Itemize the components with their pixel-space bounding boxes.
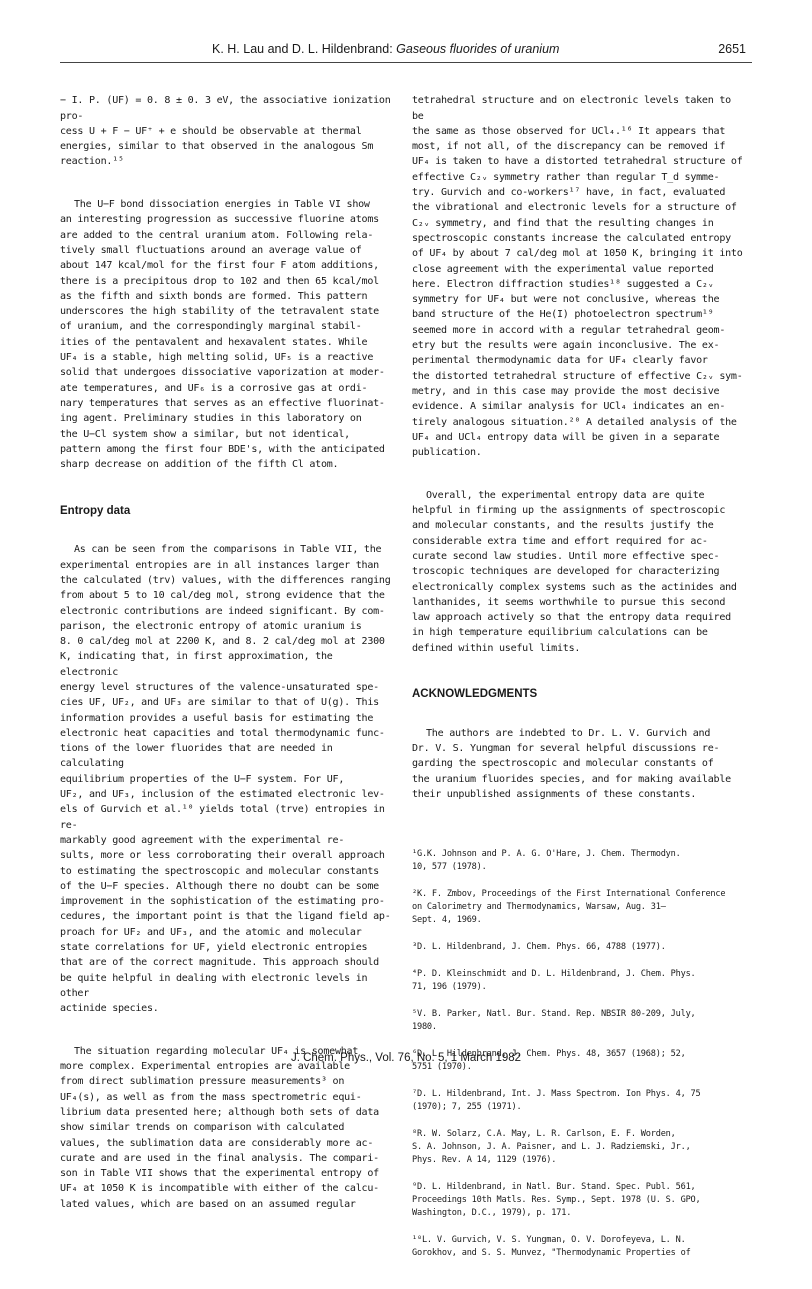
paragraph: As can be seen from the comparisons in Table VII, the experimental entropies are in all instances larger than the calculated (trv) values, with the differences ranging from about 5 to 10 cal/deg mol, strong evidence that the electronic contributions are indeed significant. By com- parison, the electronic entropy of atomic uranium is 8. 0 cal/deg mol at 2200 K, and 8. 2 cal/deg mol at 2300 K, indicating that, in first approximation, the electronic energy level structures of the valence-unsaturated spe- cies UF, UF₂, and UF₃ are similar to that of U(g). This information provides a useful basis for estimating the electronic heat capacities and total thermodynamic func- tions of the lower fluorides that are needed in calculating equilibrium properties of the U−F system. For UF, UF₂, and UF₃, inclusion of the estimated electronic lev- els of Gurvich et al.¹⁰ yields total (trve) entropies in re- markably good agreement with the experimental re- sults, more or less corroborating their overall approach to estimating the spectroscopic and molecular constants of the U−F species. Although there no doubt can be some improvement in the sophistication of the estimating pro- cedures, the important point is that the ligand field ap- proach for UF₂ and UF₃, and the atomic and molecular state correlations for UF, yield electronic entropies that are of the correct magnitude. This approach should be quite helpful in dealing with electronic levels in other actinide species. xyxy=(60,544,391,1015)
running-header xyxy=(60,40,752,63)
running-head xyxy=(212,42,559,56)
left-column xyxy=(60,78,396,1239)
header-title: Gaseous fluorides of uranium xyxy=(396,42,560,56)
paragraph: Overall, the experimental entropy data are quite helpful in firming up the assignments of spectroscopic and molecular constants, and the results justify the considerable extra time and effort required for ac- curate second law studies. Until more effective spec- troscopic techniques are developed for characterizing electronically complex systems such as the actinides and lanthanides, it seems worthwhile to pursue this second law approach actively so that the entropy data required in high temperature equilibrium calculations can be defined within useful limits. xyxy=(412,489,737,654)
section-heading-entropy: Entropy data xyxy=(60,504,131,517)
reference: ⁸R. W. Solarz, C.A. May, L. R. Carlson, E. F. Worden, S. A. Johnson, J. A. Paisner, and L. J. Radziemski, Jr., Phys. Rev. A 14, 1129 (1976). xyxy=(412,1129,691,1165)
paragraph: The situation regarding molecular UF₄ is somewhat more complex. Experimental entropies are available from direct sublimation pressure measurements³ on UF₄(s), as well as from the mass spectrometric equi- librium data presented here; although both sets of data show similar trends on comparison with calculated values, the sublimation data are considerably more ac- curate and are used in the final analysis. The compari- son in Table VII shows that the experimental entropy of UF₄ at 1050 K is incompatible with either of the calcu- lated values, which are based on an assumed regular xyxy=(60,1045,379,1210)
section-heading-acknowledgments: ACKNOWLEDGMENTS xyxy=(412,688,538,701)
paragraph: − I. P. (UF) = 0. 8 ± 0. 3 eV, the associative ionization pro- cess U + F − UF⁺ + e should be observable at thermal energies, similar to that observed in the analogous Sm reaction.¹⁵ xyxy=(60,95,391,168)
reference: ⁴P. D. Kleinschmidt and D. L. Hildenbrand, J. Chem. Phys. 71, 196 (1979). xyxy=(412,969,696,993)
paragraph: tetrahedral structure and on electronic levels taken to be the same as those observed for UCl₄.¹⁶ It appears that most, if not all, of the discrepancy can be removed if UF₄ is taken to have a distorted tetrahedral structure of effective C₂ᵥ symmetry rather than regular T_d symme- try. Gurvich and co-workers¹⁷ have, in fact, evaluated the vibrational and electronic levels for a structure of C₂ᵥ symmetry, and find that the resulting changes in spectroscopic constants increase the calculated entropy of UF₄ by about 7 cal/deg mol at 1050 K, bringing it into close agreement with the experimental value reported here. Electron diffraction studies¹⁸ suggested a C₂ᵥ symmetry for UF₄ but were not conclusive, whereas the band structure of the He(I) photoelectron spectrum¹⁹ seemed more in accord with a regular tetrahedral geom- etry but the results were again inconclusive. The ex- perimental thermodynamic data for UF₄ clearly favor the distorted tetrahedral structure of effective C₂ᵥ sym- metry, and in this case may provide the most decisive evidence. A similar analysis for UCl₄ indicates an en- tirely analogous situation.²⁰ A detailed analysis of the UF₄ and UCl₄ entropy data will be given in a separate publication. xyxy=(412,95,743,459)
header-authors: K. H. Lau and D. L. Hildenbrand: xyxy=(212,42,393,56)
paragraph: The authors are indebted to Dr. L. V. Gurvich and Dr. V. S. Yungman for several helpful discussions re- garding the spectroscopic and molecular constants of the uranium fluorides species, and for making available their unpublished assignments of these constants. xyxy=(412,727,731,801)
reference: ⁶D. L. Hildenbrand, J. Chem. Phys. 48, 3657 (1968); 52, 5751 (1970). xyxy=(412,1049,686,1073)
reference: ¹G.K. Johnson and P. A. G. O'Hare, J. Chem. Thermodyn. 10, 577 (1978). xyxy=(412,849,681,873)
reference: ⁵V. B. Parker, Natl. Bur. Stand. Rep. NBSIR 80-209, July, 1980. xyxy=(412,1009,696,1033)
reference: ²K. F. Zmbov, Proceedings of the First International Conference on Calorimetry and Thermodynamics, Warsaw, Aug. 31– Sept. 4, 1969. xyxy=(412,889,726,926)
reference: ⁷D. L. Hildenbrand, Int. J. Mass Spectrom. Ion Phys. 4, 75 (1970); 7, 255 (1971). xyxy=(412,1089,701,1113)
reference: ¹⁰L. V. Gurvich, V. S. Yungman, O. V. Dorofeyeva, L. N. Gorokhov, and S. S. Munvez, "Thermodynamic Properties of xyxy=(412,1234,691,1258)
right-column xyxy=(412,78,748,1289)
journal-footer: J. Chem. Phys., Vol. 76, No. 5, 1 March 1982 xyxy=(290,1052,522,1064)
page-number: 2651 xyxy=(718,42,746,56)
paragraph: The U−F bond dissociation energies in Table VI show an interesting progression as successive fluorine atoms are added to the central uranium atom. Following rela- tively small fluctuations around an average value of about 147 kcal/mol for the first four F atom additions, there is a precipitous drop to 102 and then 65 kcal/mol as the fifth and sixth bonds are formed. This pattern underscores the high stability of the tetravalent state of uranium, and the correspondingly marginal stabil- ities of the pentavalent and hexavalent states. While UF₄ is a stable, high melting solid, UF₅ is a reactive solid that undergoes dissociative vaporization at moder- ate temperatures, and UF₆ is a corrosive gas at ordi- nary temperatures that serves as an effective fluorinat- ing agent. Preliminary studies in this laboratory on the U−Cl system show a similar, but not identical, pattern among the first four BDE's, with the anticipated sharp decrease on addition of the fifth Cl atom. xyxy=(60,199,385,471)
reference: ³D. L. Hildenbrand, J. Chem. Phys. 66, 4788 (1977). xyxy=(412,942,666,953)
reference: ⁹D. L. Hildenbrand, in Natl. Bur. Stand. Spec. Publ. 561, Proceedings 10th Matls. Res. Symp., Sept. 1978 (U. S. GPO, Washington, D.C., 1979), p. 171. xyxy=(412,1182,701,1218)
